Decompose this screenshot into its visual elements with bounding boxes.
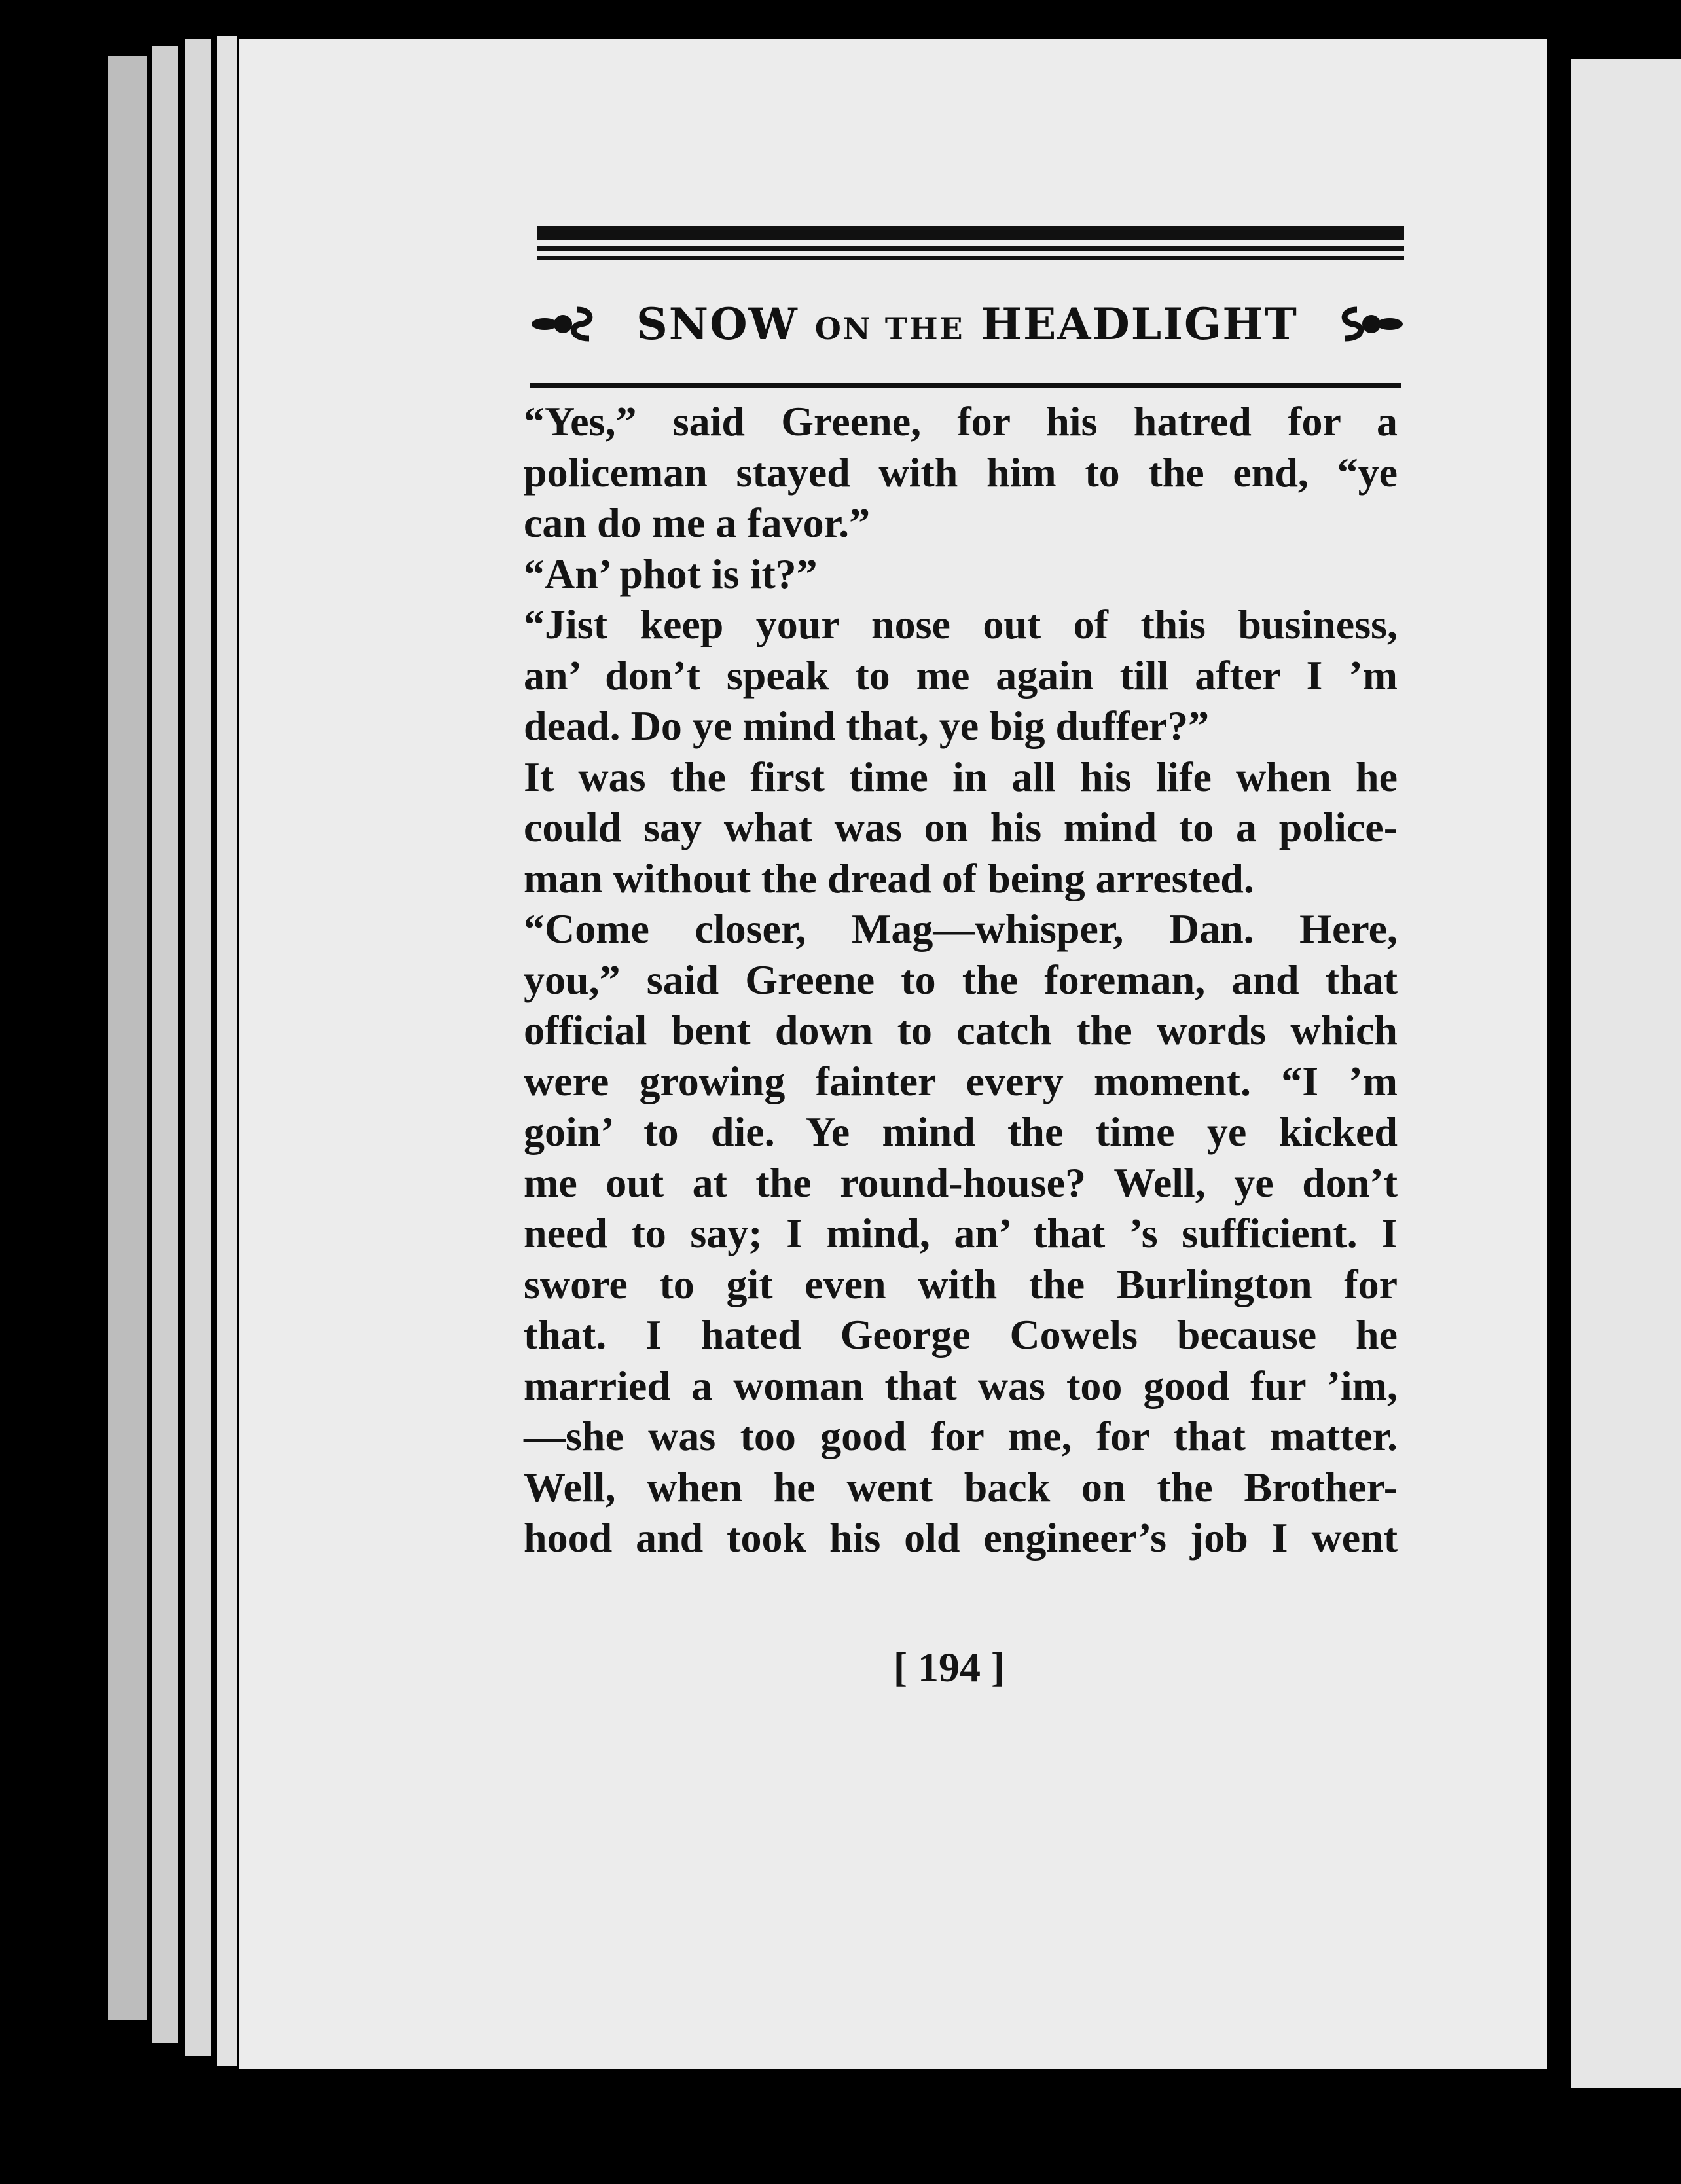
text-line: “An’ phot is it?” (524, 550, 818, 597)
text-line: married a woman that was too good fur ’im, (524, 1362, 1398, 1409)
text-line: Well, when he went back on the Brother- (524, 1463, 1398, 1510)
text-line: could say what was on his mind to a police- (524, 804, 1398, 850)
text-line: policeman stayed with him to the end, “ye (524, 448, 1398, 496)
text-line: swore to git even with the Burlington for (524, 1260, 1398, 1307)
text-line: “Yes,” said Greene, for his hatred for a (524, 398, 1398, 445)
text-line: need to say; I mind, an’ that ’s sufficient. I (524, 1210, 1398, 1256)
right-ornament-icon (1319, 304, 1404, 344)
header-rule (537, 246, 1404, 251)
header-underline (530, 383, 1401, 388)
text-line: me out at the round-house? Well, ye don’t (524, 1159, 1398, 1206)
text-line: official bent down to catch the words which (524, 1007, 1398, 1053)
text-line: you,” said Greene to the foreman, and that (524, 956, 1398, 1003)
text-line: hood and took his old engineer’s job I went (524, 1514, 1398, 1561)
running-header (530, 288, 1404, 360)
text-line: It was the first time in all his life when he (524, 753, 1398, 800)
text-line: can do me a favor.” (524, 500, 871, 546)
running-title: SNOW ON THE HEADLIGHT (636, 299, 1298, 350)
text-line: “Come closer, Mag—whisper, Dan. Here, (524, 905, 1398, 952)
left-ornament-icon (530, 304, 615, 344)
header-rule (537, 256, 1404, 260)
page-number: [ 194 ] (893, 1644, 1005, 1690)
text-line: man without the dread of being arrested. (524, 854, 1254, 901)
text-line: an’ don’t speak to me again till after I ’m (524, 651, 1398, 699)
text-line: —she was too good for me, for that matter. (524, 1413, 1398, 1459)
text-line: goin’ to die. Ye mind the time ye kicked (524, 1108, 1398, 1155)
page-edge (108, 56, 147, 2020)
page-edge (152, 46, 178, 2043)
text-line: that. I hated George Cowels because he (524, 1311, 1398, 1358)
text-line: dead. Do ye mind that, ye big duffer?” (524, 702, 1210, 749)
page-edge (185, 39, 211, 2056)
text-line: were growing fainter every moment. “I ’m (524, 1057, 1398, 1104)
facing-page-edge (1571, 59, 1681, 2088)
page-edge (217, 36, 237, 2066)
text-line: “Jist keep your nose out of this business, (524, 601, 1398, 647)
body-text (524, 396, 1398, 1563)
header-rule-thick (537, 226, 1404, 240)
